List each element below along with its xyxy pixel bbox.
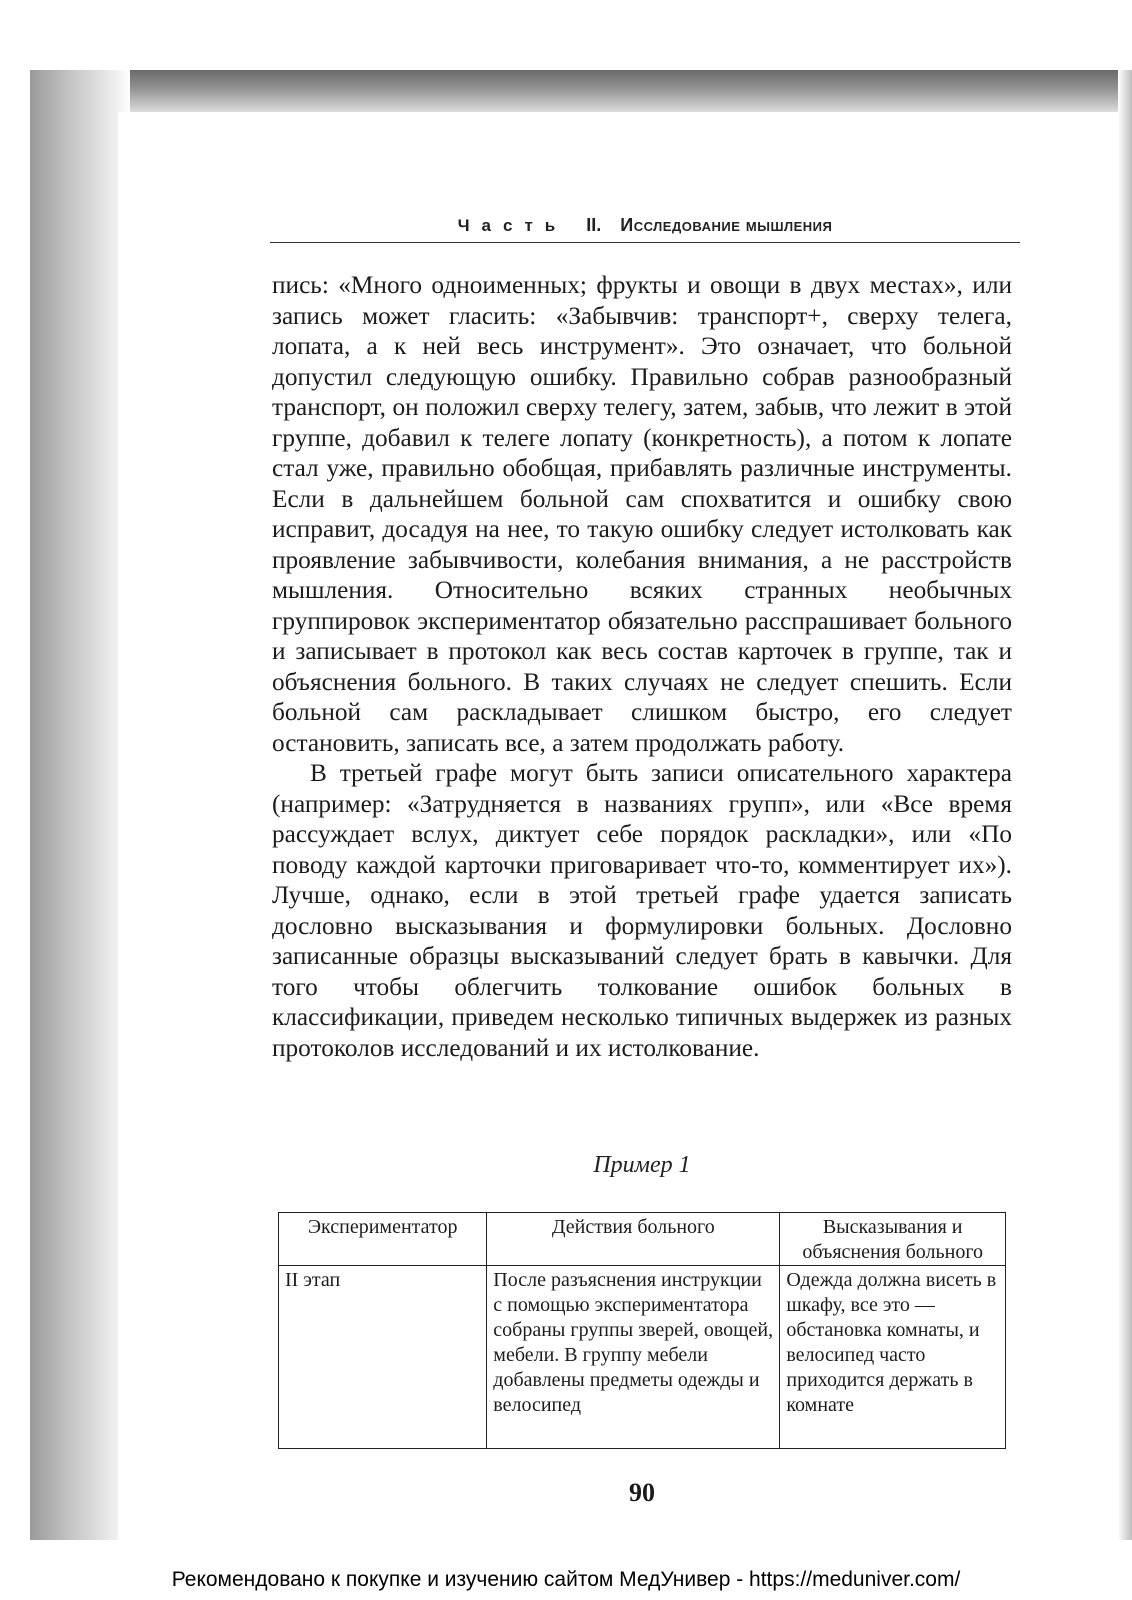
example-table: [278, 1212, 1006, 1449]
table-header-cell: Действия больного: [487, 1213, 780, 1266]
paragraph-1: пись: «Много одноименных; фрукты и овощи в двух местах», или запись может гласить: «Забывчив: транспорт+, сверху телега, лопата, а к ней весь инструмент». Это означает, что больной допустил следующую ошибку. Правильно собрав разнообразный транспорт, он положил сверху телегу, затем, забыв, что лежит в этой группе, добавил к телеге лопату (конкретность), а потом к лопате стал уже, правильно обобщая, прибавлять различные инструменты. Если в дальнейшем больной сам спохватится и ошибку свою исправит, досадуя на нее, то такую ошибку следует истолковать как проявление забывчивости, колебания внимания, а не расстройств мышления. Относительно всяких странных необычных группировок экспериментатор обязательно расспрашивает больного и записывает в протокол как весь состав карточек в группе, так и объяснения больного. В таких случаях не следует спешить. Если больной сам раскладывает слишком быстро, его следует остановить, записать все, а затем продолжать работу.: [272, 271, 1012, 757]
paragraph-2: В третьей графе могут быть записи описательного характера (например: «Затрудняется в названиях групп», или «Все время рассуждает вслух, диктует себе порядок раскладки», или «По поводу каждой карточки приговаривает что-то, комментирует их»). Лучше, однако, если в этой третьей графе удается записать дословно высказывания и формулировки больных. Дословно записанные образцы высказываний следует брать в кавычки. Для того чтобы облегчить толкование ошибок больных в классификации, приведем несколько типичных выдержек из разных протоколов исследований и их истолкование.: [272, 759, 1012, 1062]
body-text: [272, 270, 1012, 1063]
header-title: Исследование мышления: [620, 215, 833, 235]
scan-shadow-right: [1118, 70, 1132, 1540]
header-part-number: II.: [586, 215, 602, 235]
table-cell: После разъяснения инструкции с помощью экспериментатора собраны группы зверей, овощей, мебели. В группу мебели добавлены предметы одежды и велосипед: [487, 1266, 780, 1449]
footer-note: Рекомендовано к покупке и изучению сайтом МедУнивер - https://meduniver.com/: [171, 1568, 961, 1591]
running-header: [270, 212, 1020, 243]
scan-shadow-left: [30, 70, 130, 1540]
table-header-row: [279, 1213, 1006, 1266]
table-header-cell: Высказывания и объяснения больного: [780, 1213, 1006, 1266]
table-cell: Одежда должна висеть в шкафу, все это — обстановка комнаты, и велосипед часто приходится держать в комнате: [780, 1266, 1006, 1449]
page-number: 90: [629, 1478, 655, 1507]
table-cell: II этап: [279, 1266, 487, 1449]
example-title: Пример 1: [593, 1152, 691, 1178]
header-part: Часть: [457, 216, 568, 235]
scan-shadow-top: [30, 70, 1132, 118]
table-row: [279, 1266, 1006, 1449]
table-header-cell: Экспериментатор: [279, 1213, 487, 1266]
